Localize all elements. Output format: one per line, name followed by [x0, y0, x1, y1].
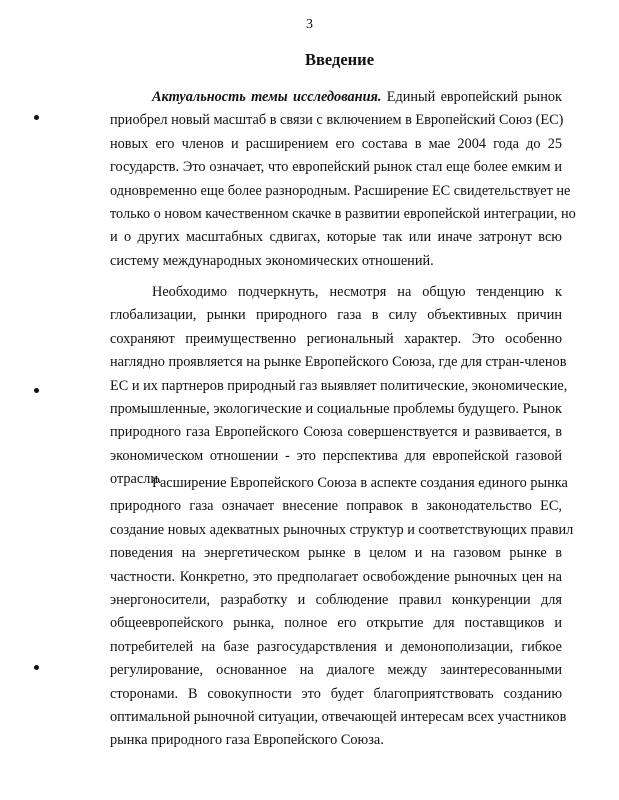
- section-lead: Актуальность темы исследования.: [152, 89, 382, 105]
- text-line: сохраняют преимущественно региональный характер. Это особенно: [110, 330, 562, 347]
- text-line: потребителей на базе разгосударствления и демонополизации, гибкое: [110, 638, 562, 655]
- margin-dot: [34, 665, 39, 670]
- text-line: Актуальность темы исследования. Единый европейский рынок: [152, 89, 562, 105]
- text-line: ЕС и их партнеров природный газ выявляет политические, экономические,: [110, 377, 568, 394]
- page-title: Введение: [304, 50, 375, 69]
- text-line: частности. Конкретно, это предполагает освобождение рыночных цен на: [110, 568, 562, 585]
- text-line: наглядно проявляется на рынке Европейского Союза, где для стран-членов: [110, 354, 567, 371]
- text-line: одновременно еще более разнородным. Расширение ЕС свидетельствует не: [110, 182, 571, 199]
- text-line: только о новом качественном скачке в развитии европейской интеграции, но: [110, 205, 576, 222]
- text-line: государств. Это означает, что европейский рынок стал еще более емким и: [110, 159, 562, 176]
- text-line: рынка природного газа Европейского Союза.: [110, 732, 384, 749]
- text-line: Необходимо подчеркнуть, несмотря на общую тенденцию к: [152, 284, 562, 300]
- text-line: и о других масштабных сдвигах, которые так или иначе затронут всю: [110, 229, 562, 246]
- text-line: энергоносители, разработку и соблюдение правил конкуренции для: [110, 591, 562, 608]
- text-line: экономическом отношении - это перспектива для европейской газовой: [110, 447, 562, 464]
- paragraph-relevance: [110, 86, 576, 273]
- text-line: отрасли.: [110, 471, 162, 488]
- text-line: природного газа Европейского Союза совершенствуется и развивается, в: [110, 424, 562, 441]
- text-line: Расширение Европейского Союза в аспекте создания единого рынка: [152, 475, 568, 491]
- text-line: новых его членов и расширением его состава в мае 2004 года до 25: [110, 135, 562, 152]
- text-line: сторонами. В совокупности это будет благоприятствовать созданию: [110, 685, 562, 702]
- text-line: природного газа означает внесение поправок в законодательство ЕС,: [110, 498, 562, 515]
- margin-dot: [34, 115, 39, 120]
- text-line: систему международных экономических отношений.: [110, 252, 434, 269]
- text-line: общеевропейского рынка, полное его открытие для поставщиков и: [110, 615, 562, 632]
- text-line: регулирование, основанное на диалоге между заинтересованными: [110, 662, 562, 679]
- text-line: промышленные, экологические и социальные проблемы будущего. Рынок: [110, 400, 562, 417]
- text-line: поведения на энергетическом рынке в целом и на газовом рынке в: [110, 545, 562, 562]
- margin-dot: [34, 388, 39, 393]
- text-line: оптимальной рыночной ситуации, отвечающей интересам всех участников: [110, 708, 567, 725]
- text-line: глобализации, рынки природного газа в силу объективных причин: [110, 307, 562, 324]
- text-line: приобрел новый масштаб в связи с включением в Европейский Союз (ЕС): [110, 112, 564, 129]
- page-number: 3: [306, 17, 313, 32]
- paragraph-regional: [110, 281, 568, 492]
- text-line: создание новых адекватных рыночных структур и соответствующих правил: [110, 521, 574, 538]
